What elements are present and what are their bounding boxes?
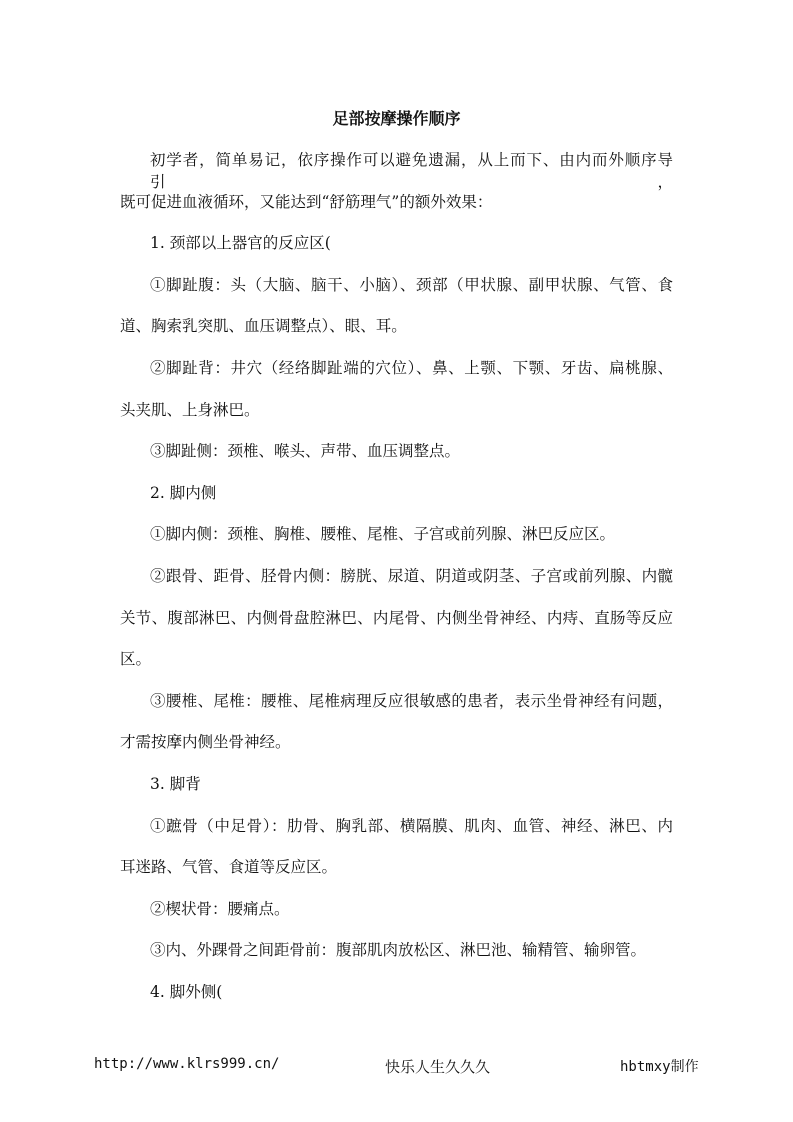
paragraph <box>120 232 673 274</box>
paragraph-line: 耳迷路、气管、食道等反应区。 <box>120 858 338 877</box>
paragraph-line: ②脚趾背：井穴（经络脚趾端的穴位）、鼻、上颚、下颚、牙齿、扁桃腺、 <box>150 358 673 377</box>
paragraph <box>120 690 673 773</box>
paragraph <box>120 523 673 565</box>
paragraph <box>120 981 673 1023</box>
paragraph-line: ③内、外踝骨之间距骨前：腹部肌肉放松区、淋巴池、输精管、输卵管。 <box>150 941 647 960</box>
paragraph-line: 道、胸索乳突肌、血压调整点）、眼、耳。 <box>120 317 407 336</box>
paragraph-line: ③脚趾侧：颈椎、喉头、声带、血压调整点。 <box>150 442 461 461</box>
paragraph-line: 1. 颈部以上器官的反应区( <box>150 234 331 253</box>
footer-url-link[interactable]: http://www.klrs999.cn/ <box>94 1056 280 1072</box>
paragraph-line: 关节、腹部淋巴、内侧骨盘腔淋巴、内尾骨、内侧坐骨神经、内痔、直肠等反应 <box>120 608 673 627</box>
paragraph <box>120 898 673 940</box>
paragraph-line: ①脚内侧：颈椎、胸椎、腰椎、尾椎、子宫或前列腺、淋巴反应区。 <box>150 525 616 544</box>
document-title: 足部按摩操作顺序 <box>332 109 461 128</box>
paragraph-line: ②跟骨、距骨、胫骨内侧：膀胱、尿道、阴道或阴茎、子宫或前列腺、内髋 <box>150 566 673 585</box>
paragraph <box>120 482 673 524</box>
paragraph <box>120 149 673 232</box>
footer-center-text: 快乐人生久久久 <box>385 1058 491 1076</box>
paragraph-line: ①蹠骨（中足骨）：肋骨、胸乳部、横隔膜、肌肉、血管、神经、淋巴、内 <box>150 816 673 835</box>
paragraph <box>120 357 673 440</box>
paragraph-line: ③腰椎、尾椎：腰椎、尾椎病理反应很敏感的患者，表示坐骨神经有问题， <box>150 691 673 710</box>
paragraph <box>120 440 673 482</box>
paragraph-line: 才需按摩内侧坐骨神经。 <box>120 733 291 752</box>
paragraph-line: 头夹肌、上身淋巴。 <box>120 400 260 419</box>
paragraph-line: 区。 <box>120 650 152 669</box>
paragraph <box>120 565 673 690</box>
paragraph-line: ②楔状骨：腰痛点。 <box>150 899 290 918</box>
paragraph-line: 4. 脚外侧( <box>150 982 223 1001</box>
paragraph-line: 2. 脚内侧 <box>150 483 217 502</box>
paragraph <box>120 773 673 815</box>
paragraph-line: 既可促进血液循环，又能达到“舒筋理气”的额外效果： <box>120 192 493 211</box>
paragraph <box>120 939 673 981</box>
footer-author-text: hbtmxy制作 <box>620 1059 699 1075</box>
document-body <box>120 149 673 1022</box>
paragraph-line: 初学者，简单易记，依序操作可以避免遗漏，从上而下、由内而外顺序导引， <box>150 151 673 191</box>
paragraph <box>120 274 673 357</box>
paragraph-line: 3. 脚背 <box>150 774 201 793</box>
paragraph <box>120 815 673 898</box>
paragraph-line: ①脚趾腹：头（大脑、脑干、小脑）、颈部（甲状腺、副甲状腺、气管、食 <box>150 275 673 294</box>
